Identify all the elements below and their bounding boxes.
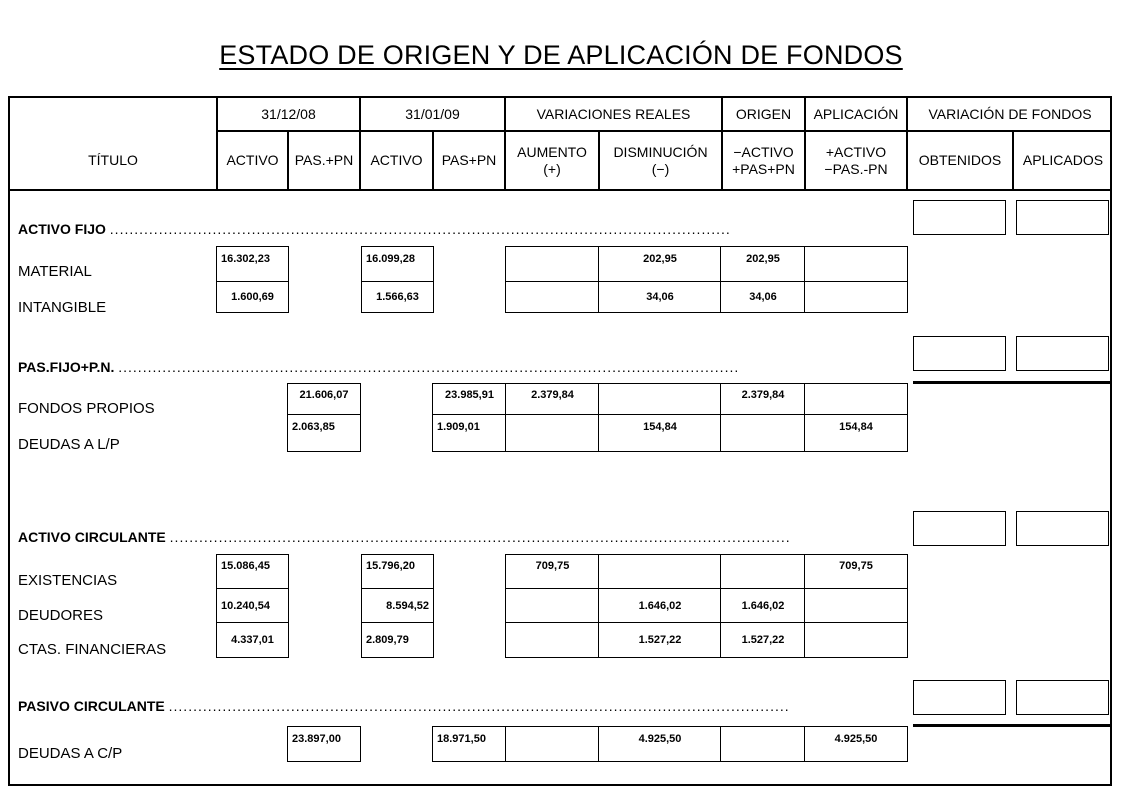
header-activo-2: ACTIVO <box>370 152 423 168</box>
cell-deudores-activo-1: 10.240,54 <box>216 588 289 624</box>
header-obtenidos: OBTENIDOS <box>918 152 1002 168</box>
cell-fondos-propios-pas-2: 23.985,91 <box>432 383 507 416</box>
cell-material-aumento <box>505 246 600 283</box>
header-date-2: 31/01/09 <box>405 105 460 122</box>
header-aumento-label: AUMENTO <box>517 143 587 160</box>
cell-ctas-financieras-origen: 1.527,22 <box>720 622 806 658</box>
cell-intangible-activo-1: 1.600,69 <box>216 281 289 313</box>
obtenidos-box <box>913 680 1006 715</box>
header-aplicacion-line2: −PAS.-PN <box>824 160 888 177</box>
cell-fondos-propios-aplicacion <box>804 383 908 416</box>
cell-fondos-propios-pas-1: 21.606,07 <box>287 383 361 416</box>
cell-deudas-lp-disminucion: 154,84 <box>598 414 722 452</box>
cell-ctas-financieras-disminucion: 1.527,22 <box>598 622 722 658</box>
cell-deudas-lp-pas-2: 1.909,01 <box>432 414 507 452</box>
cell-deudores-activo-2: 8.594,52 <box>361 588 434 624</box>
aplicados-box <box>1016 200 1109 235</box>
header-pas-pn-2: PAS+PN <box>441 152 497 168</box>
section-pas-fijo-label: PAS.FIJO+P.N. <box>18 359 115 375</box>
header-origen-line2: +PAS+PN <box>732 160 795 177</box>
cell-deudores-aumento <box>505 588 600 624</box>
section-rule <box>913 724 1110 727</box>
obtenidos-box <box>913 336 1006 371</box>
cell-deudas-lp-pas-1: 2.063,85 <box>287 414 361 452</box>
cell-deudas-cp-aplicacion: 4.925,50 <box>804 726 908 762</box>
cell-existencias-activo-2: 15.796,20 <box>361 554 434 590</box>
cell-material-aplicacion <box>804 246 908 283</box>
header-disminucion-sign: (−) <box>651 160 670 177</box>
cell-existencias-disminucion <box>598 554 722 590</box>
cell-material-origen: 202,95 <box>720 246 806 283</box>
cell-material-activo-1: 16.302,23 <box>216 246 289 283</box>
header-variaciones-reales: VARIACIONES REALES <box>536 105 691 122</box>
cell-fondos-propios-aumento: 2.379,84 <box>505 383 600 416</box>
row-label-deudores: DEUDORES <box>18 607 104 624</box>
cell-deudores-aplicacion <box>804 588 908 624</box>
header-aplicacion: APLICACIÓN <box>813 105 899 122</box>
cell-existencias-origen <box>720 554 806 590</box>
cell-ctas-financieras-activo-2: 2.809,79 <box>361 622 434 658</box>
header-origen-line1: −ACTIVO <box>733 143 794 160</box>
row-label-fondos-propios: FONDOS PROPIOS <box>18 400 155 417</box>
row-label-intangible: INTANGIBLE <box>18 299 107 316</box>
section-activo-circulante-label: ACTIVO CIRCULANTE <box>18 529 166 545</box>
header-aumento <box>506 132 598 189</box>
leader-dots: ............................................................................................................................... <box>109 221 731 237</box>
cell-deudas-cp-disminucion: 4.925,50 <box>598 726 722 762</box>
row-label-material: MATERIAL <box>18 263 92 280</box>
cell-intangible-aumento <box>505 281 600 313</box>
cell-existencias-aumento: 709,75 <box>505 554 600 590</box>
header-disminucion <box>600 132 721 189</box>
row-label-deudas-lp: DEUDAS A L/P <box>18 436 120 453</box>
cell-existencias-activo-1: 15.086,45 <box>216 554 289 590</box>
cell-ctas-financieras-aumento <box>505 622 600 658</box>
cell-deudas-lp-aplicacion: 154,84 <box>804 414 908 452</box>
header-divider-2 <box>8 189 1112 191</box>
header-origen-formula <box>723 132 804 189</box>
cell-fondos-propios-origen: 2.379,84 <box>720 383 806 416</box>
cell-deudas-cp-pas-1: 23.897,00 <box>287 726 361 762</box>
section-activo-circulante <box>18 529 890 545</box>
header-pas-pn-1: PAS.+PN <box>294 152 354 168</box>
cell-intangible-disminucion: 34,06 <box>598 281 722 313</box>
cell-deudores-disminucion: 1.646,02 <box>598 588 722 624</box>
header-aumento-sign: (+) <box>543 160 561 177</box>
cell-deudas-cp-origen <box>720 726 806 762</box>
leader-dots: ............................................................................................................................... <box>118 359 740 375</box>
cell-existencias-aplicacion: 709,75 <box>804 554 908 590</box>
cell-intangible-origen: 34,06 <box>720 281 806 313</box>
section-rule <box>913 381 1110 384</box>
cell-deudas-lp-origen <box>720 414 806 452</box>
cell-ctas-financieras-aplicacion <box>804 622 908 658</box>
obtenidos-box <box>913 511 1006 546</box>
section-pasivo-circulante <box>18 698 890 714</box>
aplicados-box <box>1016 511 1109 546</box>
row-label-existencias: EXISTENCIAS <box>18 572 118 589</box>
cell-fondos-propios-disminucion <box>598 383 722 416</box>
cell-ctas-financieras-activo-1: 4.337,01 <box>216 622 289 658</box>
cell-intangible-activo-2: 1.566,63 <box>361 281 434 313</box>
section-activo-fijo <box>18 221 890 237</box>
header-aplicacion-formula <box>806 132 906 189</box>
section-pasivo-circulante-label: PASIVO CIRCULANTE <box>18 698 165 714</box>
aplicados-box <box>1016 336 1109 371</box>
header-titulo: TÍTULO <box>88 152 138 168</box>
obtenidos-box <box>913 200 1006 235</box>
header-aplicados: APLICADOS <box>1022 152 1104 168</box>
cell-material-disminucion: 202,95 <box>598 246 722 283</box>
header-aplicacion-line1: +ACTIVO <box>825 143 887 160</box>
aplicados-box <box>1016 680 1109 715</box>
header-date-1: 31/12/08 <box>261 105 316 122</box>
leader-dots: ............................................................................................................................... <box>168 698 790 714</box>
cell-intangible-aplicacion <box>804 281 908 313</box>
cell-deudas-cp-aumento <box>505 726 600 762</box>
header-variacion-fondos: VARIACIÓN DE FONDOS <box>928 105 1092 122</box>
header-activo-1: ACTIVO <box>226 152 279 168</box>
section-activo-fijo-label: ACTIVO FIJO <box>18 221 106 237</box>
row-label-ctas-financieras: CTAS. FINANCIERAS <box>18 641 167 658</box>
cell-deudas-cp-pas-2: 18.971,50 <box>432 726 507 762</box>
section-pas-fijo <box>18 359 898 375</box>
cell-material-activo-2: 16.099,28 <box>361 246 434 283</box>
header-disminucion-label: DISMINUCIÓN <box>613 143 708 160</box>
cell-deudores-origen: 1.646,02 <box>720 588 806 624</box>
header-origen: ORIGEN <box>735 105 792 122</box>
row-label-deudas-cp: DEUDAS A C/P <box>18 745 123 762</box>
page-title: ESTADO DE ORIGEN Y DE APLICACIÓN DE FONDOS <box>219 40 903 70</box>
leader-dots: ............................................................................................................................... <box>169 529 791 545</box>
cell-deudas-lp-aumento <box>505 414 600 452</box>
